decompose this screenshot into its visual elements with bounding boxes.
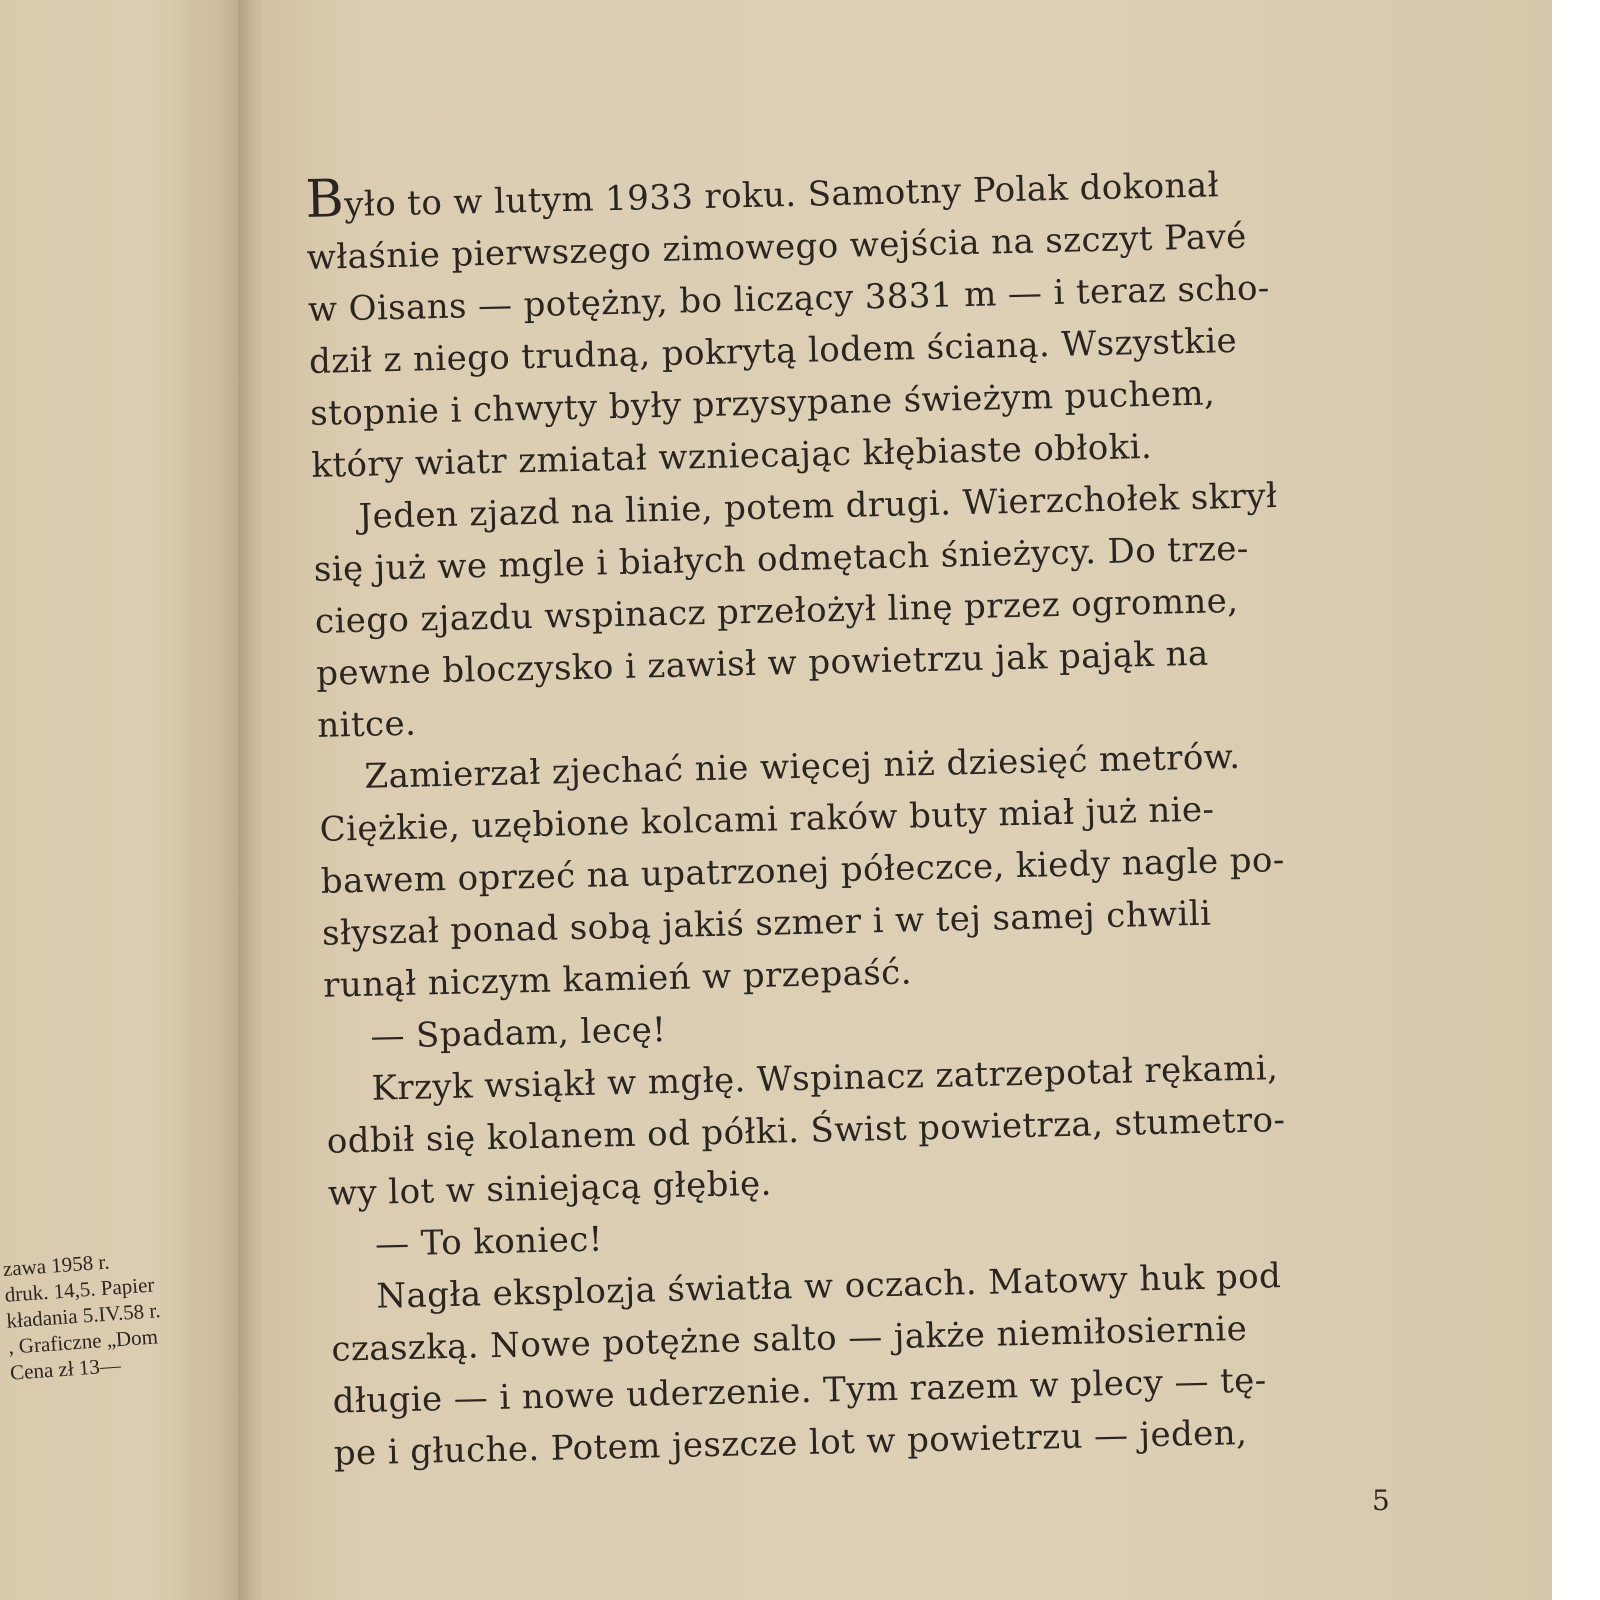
body-text — [305, 156, 1404, 1480]
text-line: czaszką. Nowe potężne salto — jakże niemiłosiernie — [331, 1308, 1248, 1370]
imprint-line: Cena zł 13— — [9, 1353, 122, 1385]
text-line: bawem oprzeć na upatrzonej półeczce, kiedy nagle po- — [320, 839, 1286, 902]
imprint-line: kładania 5.IV.58 r. — [5, 1298, 162, 1333]
text-line: ciego zjazdu wspinacz przełożył linę przez ogromne, — [314, 580, 1239, 642]
page-number: 5 — [1372, 1484, 1390, 1517]
text-line: w Oisans — potężny, bo liczący 3831 m — i teraz scho- — [307, 268, 1271, 330]
text-line: runął niczym kamień w przepaść. — [322, 952, 913, 1006]
text-line: Ciężkie, uzębione kolcami raków buty miał już nie- — [319, 789, 1215, 850]
text-line: słyszał ponad sobą jakiś szmer i w tej samej chwili — [321, 893, 1212, 954]
text-line: — To koniec! — [374, 1219, 604, 1265]
text-line: — Spadam, lecę! — [370, 1010, 667, 1057]
text-line: pe i głuche. Potem jeszcze lot w powietrzu — jeden, — [333, 1412, 1248, 1474]
page-edge — [1552, 0, 1600, 1600]
text-line: pewne bloczysko i zawisł w powietrzu jak pająk na — [315, 633, 1209, 694]
text-line-content: yło to w lutym 1933 roku. Samotny Polak dokonał — [343, 165, 1220, 226]
text-line: stopnie i chwyty były przysypane świeżym puchem, — [309, 373, 1216, 434]
text-line: właśnie pierwszego zimowego wejścia na szczyt Pavé — [306, 216, 1248, 278]
text-line: długie — i nowe uderzenie. Tym razem w plecy — tę- — [332, 1360, 1268, 1422]
text-line: Zamierzał zjechać nie więcej niż dziesięć metrów. — [364, 736, 1241, 797]
text-line: wy lot w siniejącą głębię. — [327, 1163, 773, 1214]
text-line: dził z niego trudną, pokrytą lodem ścianą. Wszystkie — [308, 320, 1238, 382]
text-line: Jeden zjazd na linie, potem drugi. Wierzchołek skrył — [358, 476, 1278, 537]
text-line: się już we mgle i białych odmętach śnieżycy. Do trze- — [313, 528, 1250, 590]
text-line: Nagła eksplozja światła w oczach. Matowy huk pod — [375, 1256, 1282, 1317]
imprint-text — [2, 1240, 241, 1386]
text-line: odbił się kolanem od półki. Świst powietrza, stumetro- — [326, 1100, 1286, 1162]
imprint-line: , Graficzne „Dom — [7, 1324, 159, 1359]
drop-cap: B — [304, 169, 345, 230]
text-line: który wiatr zmiatał wzniecając kłębiaste obłoki. — [311, 426, 1153, 486]
text-line: Krzyk wsiąkł w mgłę. Wspinacz zatrzepotał rękami, — [371, 1048, 1279, 1109]
imprint-line: druk. 14,5. Papier — [3, 1272, 156, 1307]
imprint-line: zawa 1958 r. — [2, 1249, 111, 1281]
text-line: nitce. — [316, 703, 417, 746]
